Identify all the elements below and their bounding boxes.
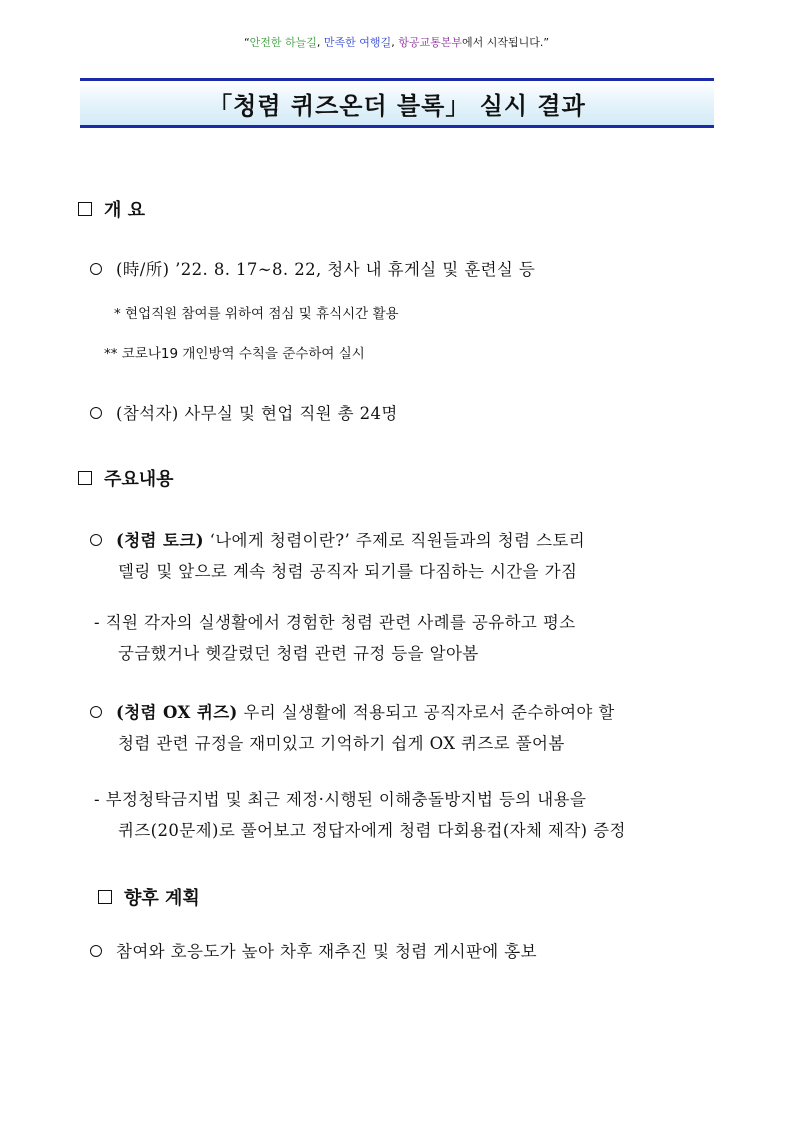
content-item-1-lead: (청렴 토크) bbox=[116, 531, 204, 550]
plan-item-1 bbox=[90, 938, 537, 962]
slogan-part-2: 만족한 여행길 bbox=[323, 36, 392, 49]
content-item-2-line-2: 청렴 관련 규정을 재미있고 기억하기 쉽게 OX 퀴즈로 풀어봄 bbox=[118, 734, 565, 753]
slogan-part-1: 안전한 하늘길 bbox=[249, 36, 317, 49]
checkbox-square-icon bbox=[98, 890, 112, 904]
content-item-2-text-1: 우리 실생활에 적용되고 공직자로서 준수하여야 할 bbox=[237, 703, 615, 722]
content-item-1-line-1 bbox=[90, 527, 585, 551]
content-item-1-text-1: ‘나에게 청렴이란?’ 주제로 직원들과의 청렴 스토리 bbox=[203, 531, 586, 550]
checkbox-square-icon bbox=[78, 471, 92, 485]
bullet-circle-icon bbox=[90, 407, 102, 419]
overview-item-2 bbox=[90, 400, 398, 424]
slogan-close-quote: ” bbox=[543, 36, 550, 49]
section-plan-heading bbox=[98, 884, 200, 910]
overview-note-2: ** 코로나19 개인방역 수칙을 준수하여 실시 bbox=[104, 346, 365, 362]
bullet-circle-icon bbox=[90, 945, 102, 957]
slogan-open-quote: “ bbox=[243, 36, 250, 49]
page-title: 「청렴 퀴즈온더 블록」 실시 결과 bbox=[208, 91, 586, 120]
content-item-1-line-2: 델링 및 앞으로 계속 청렴 공직자 되기를 다짐하는 시간을 가짐 bbox=[118, 562, 578, 581]
overview-note-1: * 현업직원 참여를 위하여 점심 및 휴식시간 활용 bbox=[114, 306, 399, 322]
title-box bbox=[80, 78, 714, 128]
overview-item-1 bbox=[90, 256, 535, 280]
section-overview-heading bbox=[78, 196, 145, 222]
content-item-2-lead: (청렴 OX 퀴즈) bbox=[116, 703, 238, 722]
slogan-tail: 에서 시작됩니다. bbox=[461, 36, 544, 49]
section-content-title: 주요내용 bbox=[104, 469, 174, 490]
slogan-sep-2: , bbox=[391, 36, 399, 49]
bullet-circle-icon bbox=[90, 706, 102, 718]
plan-item-1-text: 참여와 호응도가 높아 차후 재추진 및 청렴 게시판에 홍보 bbox=[116, 942, 537, 961]
content-sub-2-line-2: 퀴즈(20문제)로 풀어보고 정답자에게 청렴 다회용컵(자체 제작) 증정 bbox=[118, 821, 626, 840]
content-sub-2-line-1: - 부정청탁금지법 및 최근 제정·시행된 이해충돌방지법 등의 내용을 bbox=[94, 790, 587, 809]
bullet-circle-icon bbox=[90, 263, 102, 275]
content-item-2-line-1 bbox=[90, 699, 615, 723]
overview-item-1-text: ’22. 8. 17∼8. 22, 청사 내 휴게실 및 훈련실 등 bbox=[169, 260, 536, 279]
checkbox-square-icon bbox=[78, 202, 92, 216]
slogan-sep-1: , bbox=[316, 36, 324, 49]
section-content-heading bbox=[78, 465, 174, 491]
content-sub-1-line-2: 궁금했거나 헷갈렸던 청렴 관련 규정 등을 알아봄 bbox=[118, 644, 479, 663]
content-sub-1-line-1: - 직원 각자의 실생활에서 경험한 청렴 관련 사례를 공유하고 평소 bbox=[94, 613, 576, 632]
slogan-part-3: 항공교통본부 bbox=[398, 36, 462, 49]
slogan bbox=[0, 34, 793, 50]
overview-item-1-lead: (時/所) bbox=[116, 260, 170, 279]
overview-item-2-text: 사무실 및 현업 직원 총 24명 bbox=[178, 404, 398, 423]
section-plan-title: 향후 계획 bbox=[124, 888, 200, 909]
section-overview-title: 개 요 bbox=[104, 200, 146, 221]
overview-item-2-lead: (참석자) bbox=[116, 404, 179, 423]
bullet-circle-icon bbox=[90, 534, 102, 546]
